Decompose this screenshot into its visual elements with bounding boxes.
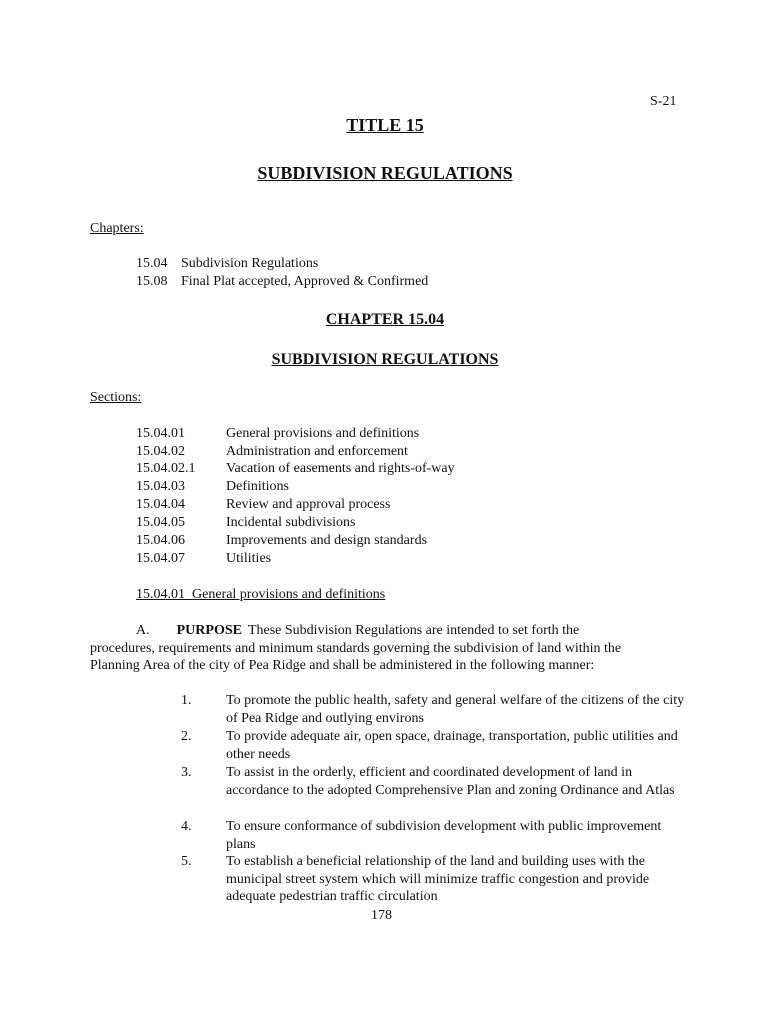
- page-code: S-21: [650, 94, 677, 109]
- item-number: 4.: [181, 819, 192, 834]
- item-number: 3.: [181, 765, 192, 780]
- chapters-heading: Chapters:: [90, 221, 144, 236]
- purpose-paragraph-line: Planning Area of the city of Pea Ridge and shall be administered in the following manner:: [90, 658, 595, 673]
- item-text: To establish a beneficial relationship of the land and building uses with the municipal street system which will minimize traffic congestion and provide adequate pedestrian traffic circulation: [226, 854, 650, 904]
- section-heading: 15.04.01 General provisions and definitions: [136, 587, 386, 602]
- item-text: To provide adequate air, open space, drainage, transportation, public utilities and other needs: [226, 729, 678, 762]
- page-number: 178: [371, 908, 392, 923]
- item-number: 2.: [181, 729, 192, 744]
- chapter-label: Subdivision Regulations: [181, 256, 319, 271]
- item-number: 1.: [181, 693, 192, 708]
- item-text: To ensure conformance of subdivision development with public improvement plans: [226, 819, 662, 852]
- chapter-number: 15.04: [136, 256, 168, 271]
- title-subtitle: SUBDIVISION REGULATIONS: [257, 163, 513, 183]
- purpose-paragraph-line: procedures, requirements and minimum standards governing the subdivision of land within the: [90, 641, 622, 656]
- section-number: 15.04.02: [136, 444, 185, 459]
- section-label: Utilities: [226, 551, 272, 566]
- purpose-text: These Subdivision Regulations are intended to set forth the: [247, 623, 580, 638]
- section-label: Improvements and design standards: [226, 533, 428, 548]
- section-label: Review and approval process: [226, 497, 391, 512]
- section-number: 15.04.07: [136, 551, 185, 566]
- purpose-paragraph-line: [136, 622, 579, 640]
- section-number: 15.04.05: [136, 515, 185, 530]
- chapter-subheading: SUBDIVISION REGULATIONS: [271, 351, 499, 368]
- section-number: 15.04.01: [136, 426, 185, 441]
- section-label: Incidental subdivisions: [226, 515, 356, 530]
- section-number: 15.04.02.1: [136, 461, 196, 476]
- chapter-label: Final Plat accepted, Approved & Confirmed: [181, 274, 429, 289]
- item-number: 5.: [181, 854, 192, 869]
- section-number: 15.04.03: [136, 479, 185, 494]
- chapter-number: 15.08: [136, 274, 168, 289]
- item-text: To assist in the orderly, efficient and coordinated development of land in accordance to the adopted Comprehensive Plan and zoning Ordinance and Atlas: [226, 765, 675, 798]
- section-number: 15.04.06: [136, 533, 185, 548]
- title-line: TITLE 15: [346, 115, 424, 135]
- item-text: To promote the public health, safety and general welfare of the citizens of the city of Pea Ridge and outlying environs: [226, 693, 685, 726]
- sections-heading: Sections:: [90, 390, 142, 405]
- purpose-keyword: PURPOSE: [176, 623, 242, 638]
- section-label: Administration and enforcement: [226, 444, 408, 459]
- chapter-heading: CHAPTER 15.04: [325, 311, 445, 328]
- section-number: 15.04.04: [136, 497, 185, 512]
- purpose-letter: A.: [136, 623, 150, 638]
- section-label: General provisions and definitions: [226, 426, 420, 441]
- section-label: Definitions: [226, 479, 289, 494]
- section-label: Vacation of easements and rights-of-way: [226, 461, 455, 476]
